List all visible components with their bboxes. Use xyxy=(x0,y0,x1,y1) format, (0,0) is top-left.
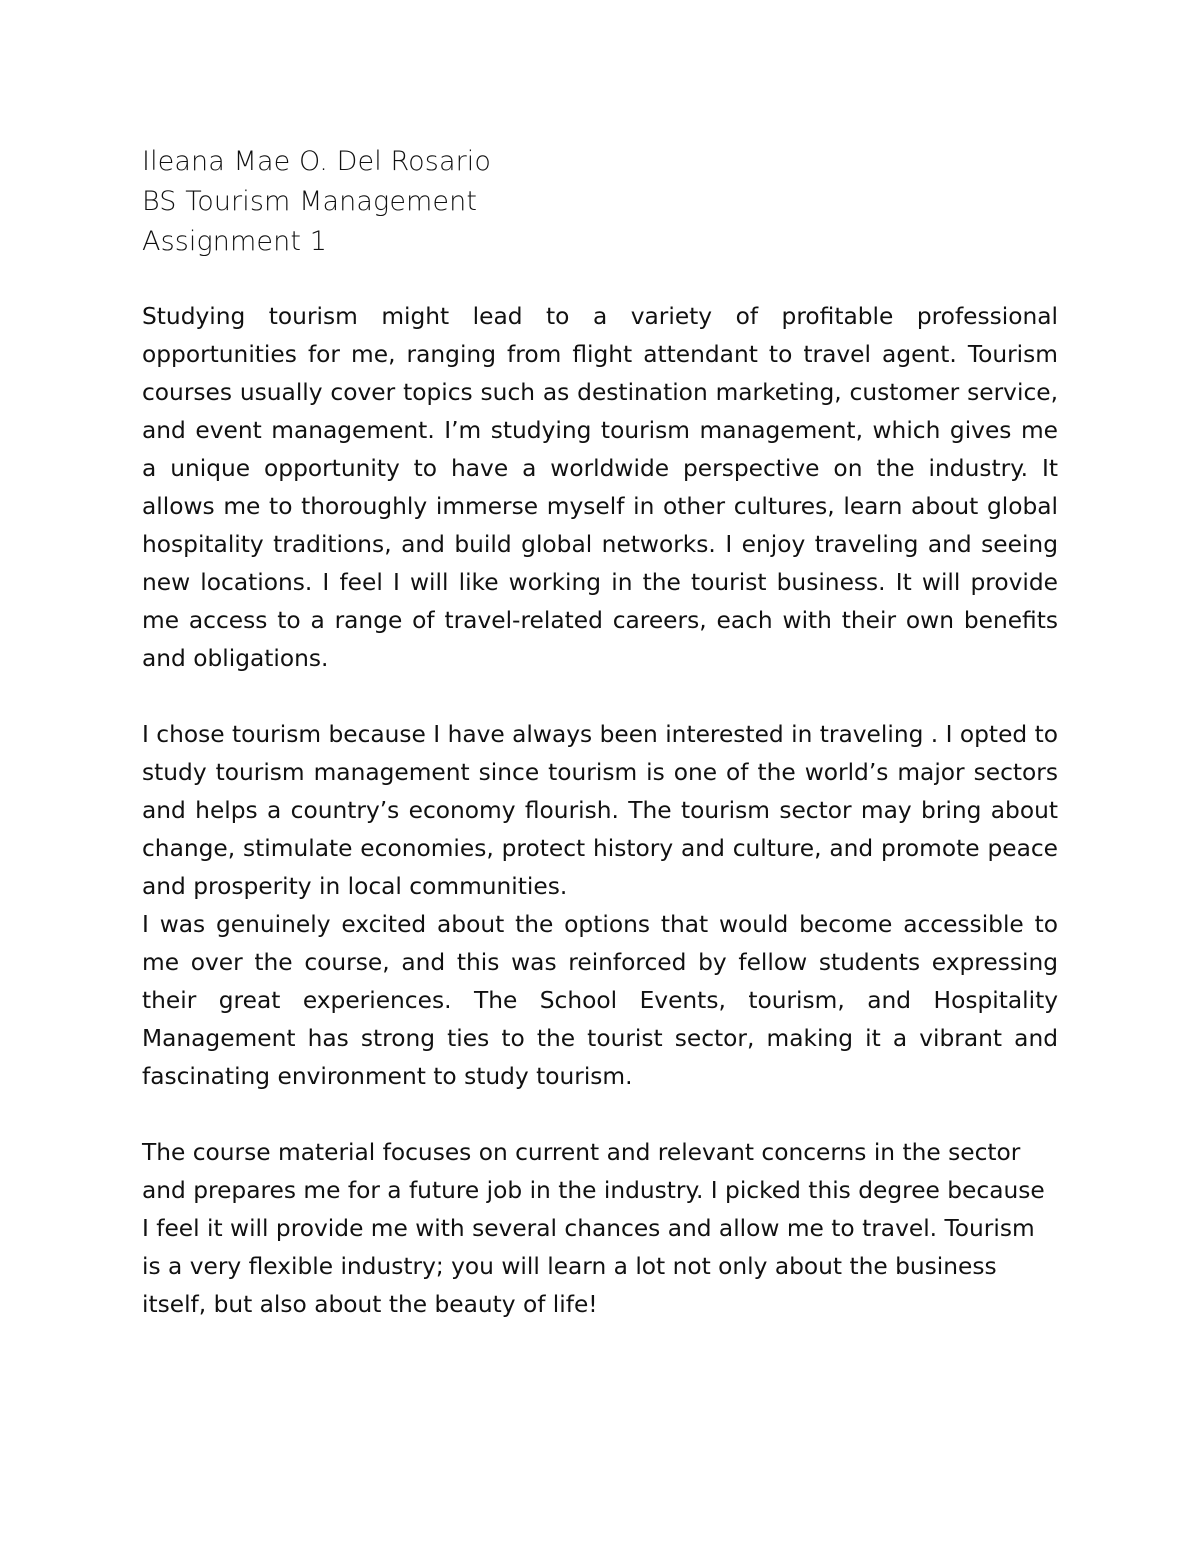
document-body xyxy=(142,298,1058,1324)
program-name: BS Tourism Management xyxy=(142,186,478,217)
paragraph-3: I was genuinely excited about the options that would become accessible to me over the course, and this was reinforced by fellow students expressing their great experiences. The School Events, tourism, and Hospitality Management has strong ties to the tourist sector, making it a vibrant and fascinating environment to study tourism. xyxy=(142,911,1058,1090)
assignment-title: Assignment 1 xyxy=(142,226,327,257)
document-header xyxy=(142,142,1062,262)
paragraph-4: The course material focuses on current and relevant concerns in the sector and prepares me for a future job in the industry. I picked this degree because I feel it will provide me with several chances and allow me to travel. Tourism is a very flexible industry; you will learn a lot not only about the business itself, but also about the beauty of life! xyxy=(142,1139,1045,1318)
paragraph-2: I chose tourism because I have always been interested in traveling . I opted to study tourism management since tourism is one of the world’s major sectors and helps a country’s economy flourish. The tourism sector may bring about change, stimulate economies, protect history and culture, and promote peace and prosperity in local communities. xyxy=(142,721,1058,900)
paragraph-1: Studying tourism might lead to a variety of profitable professional opportunities for me, ranging from flight attendant to travel agent. Tourism courses usually cover topics such as destination marketing, customer service, and event management. I’m studying tourism management, which gives me a unique opportunity to have a worldwide perspective on the industry. It allows me to thoroughly immerse myself in other cultures, learn about global hospitality traditions, and build global networks. I enjoy traveling and seeing new locations. I feel I will like working in the tourist business. It will provide me access to a range of travel-related careers, each with their own benefits and obligations. xyxy=(142,303,1058,672)
author-name: Ileana Mae O. Del Rosario xyxy=(142,146,492,177)
